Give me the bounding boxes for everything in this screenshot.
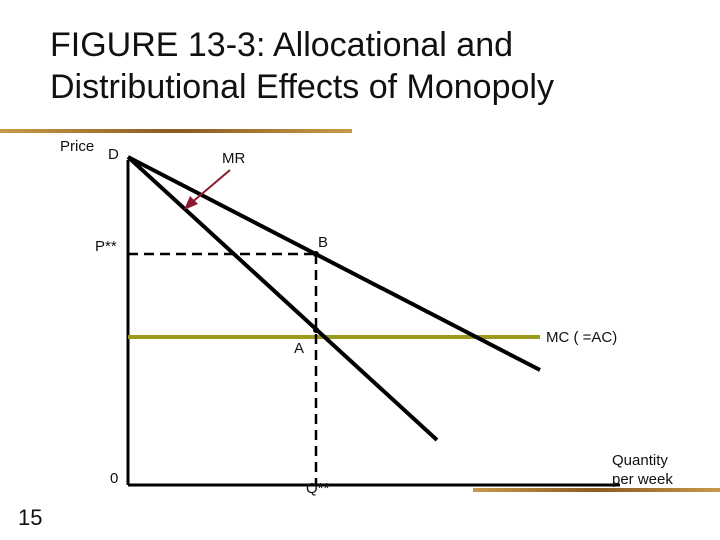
point-a-label: A — [294, 340, 305, 357]
title-line-2: Distributional Effects of Monopoly — [50, 68, 554, 106]
point-b-label: B — [318, 234, 329, 251]
monopoly-quantity-label: Q** — [306, 480, 330, 497]
title-line-1: FIGURE 13-3: Allocational and — [50, 26, 514, 64]
origin-label: 0 — [110, 470, 119, 487]
quantity-axis-label — [612, 451, 673, 489]
monopoly-price-label: P** — [95, 238, 117, 255]
demand-label: D — [108, 146, 119, 163]
marginal-revenue-label: MR — [222, 150, 246, 167]
quantity-axis-label-line-1: Quantity — [612, 452, 668, 469]
mc-curve-label: MC ( =AC) — [546, 329, 618, 346]
point-a-dot — [313, 327, 319, 333]
page-number: 15 — [18, 505, 43, 530]
point-b-dot — [313, 251, 319, 257]
price-axis-label: Price — [60, 138, 95, 155]
quantity-axis-label-line-2: per week — [612, 471, 673, 488]
marginal-revenue-curve — [128, 157, 437, 440]
